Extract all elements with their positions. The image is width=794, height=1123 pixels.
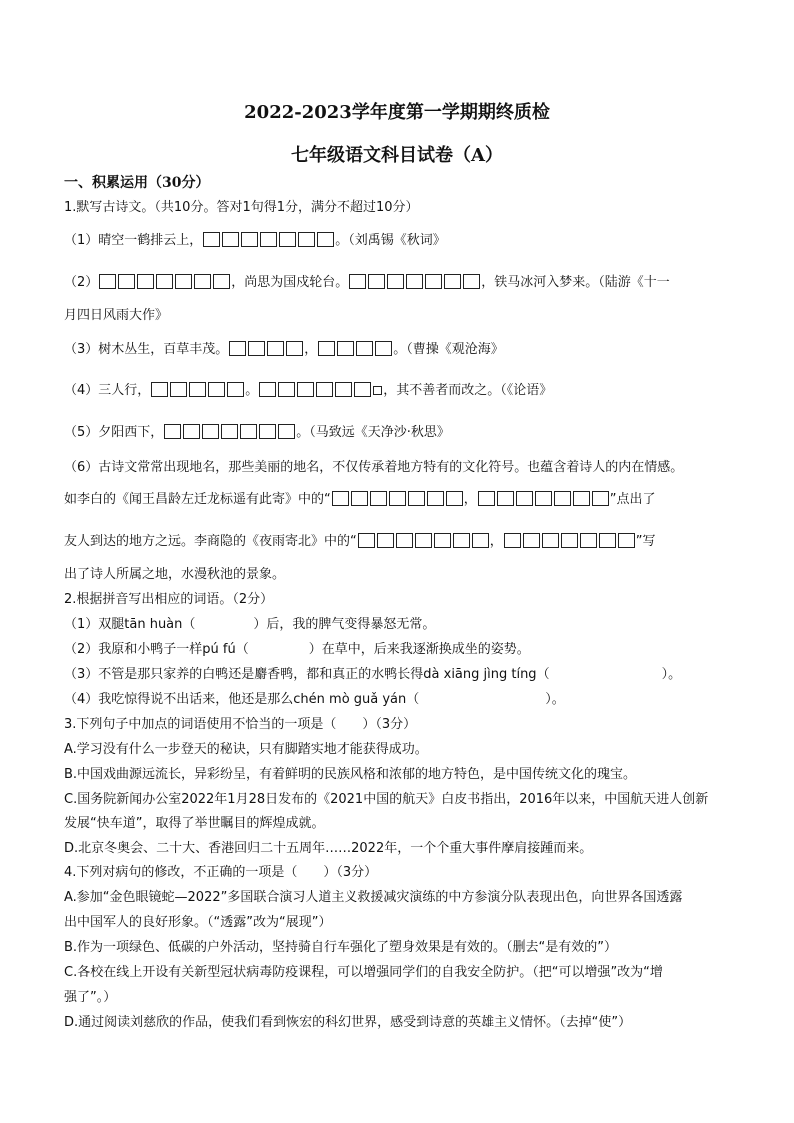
answer-box[interactable] [415,533,432,548]
text: ，尚思为国戍轮台。 [231,275,349,290]
answer-box[interactable] [137,274,154,289]
answer-boxes[interactable] [98,275,231,290]
answer-box[interactable] [554,491,571,506]
text: （2）我原和小鸭子一样pú fú（ [64,642,249,657]
answer-boxes[interactable] [477,492,610,507]
text: （1）晴空一鹤排云上， [64,233,203,248]
q3-option-c-line1: C.国务院新闻办公室2022年1月28日发布的《2021中国的航天》白皮书指出，2016年以来，中国航天进人创新 [64,792,709,807]
q1-item-6-line2 [64,491,734,509]
q1-item-6-line3 [64,533,734,551]
answer-box[interactable] [573,491,590,506]
answer-box[interactable] [317,232,334,247]
q2-item-3 [64,666,734,684]
q1-stem: 1.默写古诗文。（共10分。答对1句得1分，满分不超过10分） [64,200,419,215]
answer-box[interactable] [164,424,181,439]
text: 。 [245,383,259,398]
answer-boxes[interactable] [258,383,372,398]
section-heading: 一、积累运用（30分） [64,175,210,191]
answer-boxes[interactable] [331,492,464,507]
answer-box[interactable] [202,424,219,439]
answer-box[interactable] [151,382,168,397]
answer-box[interactable] [208,382,225,397]
answer-box[interactable] [408,491,425,506]
answer-box[interactable] [99,274,116,289]
q4-option-a-line2: 出中国军人的良好形象。（“透露”改为“展现”） [64,915,332,930]
q1-item-4 [64,382,734,400]
text: （1）双腿tān huàn（ [64,617,196,632]
answer-boxes[interactable] [228,342,304,357]
answer-box[interactable] [523,533,540,548]
answer-box[interactable] [472,533,489,548]
exam-subtitle: 七年级语文科目试卷（A） [291,145,503,166]
text: ， [463,492,477,507]
answer-boxes[interactable] [348,275,481,290]
answer-box[interactable] [203,232,220,247]
answer-box[interactable] [156,274,173,289]
answer-box[interactable] [259,424,276,439]
q3-option-c-line2: 发展“快车道”，取得了举世瞩目的辉煌成就。 [64,816,325,831]
text: 。（马致远《天净沙·秋思》 [296,425,450,440]
q3-option-a: A.学习没有什么一步登天的秘诀，只有脚踏实地才能获得成功。 [64,742,428,757]
answer-box[interactable] [297,382,314,397]
answer-box[interactable] [453,533,470,548]
answer-box[interactable] [535,491,552,506]
answer-box[interactable] [298,232,315,247]
q1-item-6-line1: （6）古诗文常常出现地名，那些美丽的地名，不仅传承着地方特有的文化符号。也蕴含着诗人的内在情感。 [64,460,684,475]
answer-box[interactable] [542,533,559,548]
text: ，铁马冰河入梦来。（陆游《十一 [481,275,670,290]
text: ）。 [661,667,682,682]
answer-box[interactable] [267,341,284,356]
text: 如李白的《闻王昌龄左迁龙标遥有此寄》中的“ [64,492,331,507]
answer-box[interactable] [389,491,406,506]
answer-box[interactable] [260,232,277,247]
answer-box[interactable] [618,533,635,548]
text: （3）不管是那只家养的白鸭还是麝香鸭，都和真正的水鸭长得dà xiāng jìng tíng（ [64,667,550,682]
answer-box[interactable] [354,382,371,397]
answer-box[interactable] [356,341,373,356]
answer-box[interactable] [387,274,404,289]
answer-box[interactable] [349,274,366,289]
answer-box[interactable] [241,232,258,247]
answer-box[interactable] [446,491,463,506]
answer-boxes[interactable] [503,534,636,549]
answer-box[interactable] [396,533,413,548]
text: （3）树木丛生，百草丰茂。 [64,342,229,357]
q1-item-1 [64,232,734,250]
answer-box[interactable] [213,274,230,289]
answer-box[interactable] [425,274,442,289]
text: ， [304,342,318,357]
q1-item-6-line4: 出了诗人所属之地，水漫秋池的景象。 [64,567,286,582]
answer-box[interactable] [406,274,423,289]
answer-box[interactable] [444,274,461,289]
answer-box[interactable] [463,274,480,289]
answer-box[interactable] [248,341,265,356]
answer-box[interactable] [351,491,368,506]
answer-box[interactable] [316,382,333,397]
q4-option-d: D.通过阅读刘慈欣的作品，使我们看到恢宏的科幻世界，感受到诗意的英雄主义情怀。（去掉“使”） [64,1015,632,1030]
q4-stem: 4.下列对病句的修改，不正确的一项是（ ）（3分） [64,865,378,880]
text: 。（曹操《观沧海》 [393,342,504,357]
answer-box[interactable] [118,274,135,289]
q4-option-a-line1: A.参加“金色眼镜蛇—2022”多国联合演习人道主义救援减灾演练的中方参演分队表现出色，向世界各国透露 [64,890,683,905]
answer-box[interactable] [377,533,394,548]
answer-box[interactable] [358,533,375,548]
answer-boxes[interactable] [163,425,296,440]
q2-item-1 [64,616,734,634]
answer-box[interactable] [227,382,244,397]
text: ， [489,534,503,549]
answer-box[interactable] [286,341,303,356]
answer-box[interactable] [183,424,200,439]
small-box[interactable] [373,386,382,395]
q2-item-2 [64,641,734,659]
text: ”写 [635,534,656,549]
text: （2） [64,275,99,290]
answer-box[interactable] [278,424,295,439]
q2-stem: 2.根据拼音写出相应的词语。（2分） [64,592,274,607]
answer-box[interactable] [592,491,609,506]
q2-item-4 [64,691,734,709]
q1-item-2-cont: 月四日风雨大作》 [64,308,169,323]
answer-box[interactable] [427,491,444,506]
text: ，其不善者而改之。（《论语》 [383,383,553,398]
answer-boxes[interactable] [357,534,490,549]
answer-box[interactable] [478,491,495,506]
q4-option-b: B.作为一项绿色、低碳的户外活动，坚持骑自行车强化了塑身效果是有效的。（删去“是有效的”） [64,940,618,955]
exam-title: 2022-2023学年度第一学期期终质检 [244,102,550,123]
answer-box[interactable] [370,491,387,506]
answer-box[interactable] [318,341,335,356]
answer-box[interactable] [337,341,354,356]
text: （4）我吃惊得说不出话来，他还是那么chén mò guǎ yán（ [64,692,420,707]
text: ）后，我的脾气变得暴怒无常。 [253,617,436,632]
answer-box[interactable] [170,382,187,397]
q1-item-3 [64,341,734,359]
q4-option-c-line1: C.各校在线上开设有关新型冠状病毒防疫课程，可以增强同学们的自我安全防护。（把“可以增强”改为“增 [64,965,663,980]
answer-box[interactable] [222,232,239,247]
text: ）。 [545,692,565,707]
answer-boxes[interactable] [202,233,335,248]
answer-box[interactable] [279,232,296,247]
answer-box[interactable] [599,533,616,548]
answer-box[interactable] [259,382,276,397]
answer-box[interactable] [278,382,295,397]
text: 友人到达的地方之远。李商隐的《夜雨寄北》中的“ [64,534,357,549]
answer-box[interactable] [516,491,533,506]
text: 。（刘禹锡《秋词》 [335,233,446,248]
text: （4）三人行， [64,383,151,398]
answer-box[interactable] [175,274,192,289]
answer-box[interactable] [332,491,349,506]
answer-box[interactable] [194,274,211,289]
answer-box[interactable] [229,341,246,356]
answer-box[interactable] [497,491,514,506]
answer-box[interactable] [561,533,578,548]
q3-option-b: B.中国戏曲源远流长，异彩纷呈，有着鲜明的民族风格和浓郁的地方特色，是中国传统文化的瑰宝。 [64,767,637,782]
q4-option-c-line2: 强了”。） [64,990,117,1005]
answer-boxes[interactable] [317,342,393,357]
q3-stem: 3.下列句子中加点的词语使用不恰当的一项是（ ）（3分） [64,717,417,732]
answer-box[interactable] [375,341,392,356]
answer-box[interactable] [240,424,257,439]
q3-option-d: D.北京冬奥会、二十大、香港回归二十五周年……2022年，一个个重大事件摩肩接踵而来。 [64,841,593,856]
answer-box[interactable] [504,533,521,548]
q1-item-5 [64,424,734,442]
answer-box[interactable] [221,424,238,439]
answer-box[interactable] [189,382,206,397]
text: ）在草中，后来我逐渐换成坐的姿势。 [308,642,530,657]
answer-box[interactable] [434,533,451,548]
q1-item-2 [64,274,734,292]
answer-box[interactable] [580,533,597,548]
text: ”点出了 [609,492,656,507]
answer-box[interactable] [368,274,385,289]
answer-boxes[interactable] [150,383,245,398]
text: （5）夕阳西下， [64,425,164,440]
answer-box[interactable] [335,382,352,397]
